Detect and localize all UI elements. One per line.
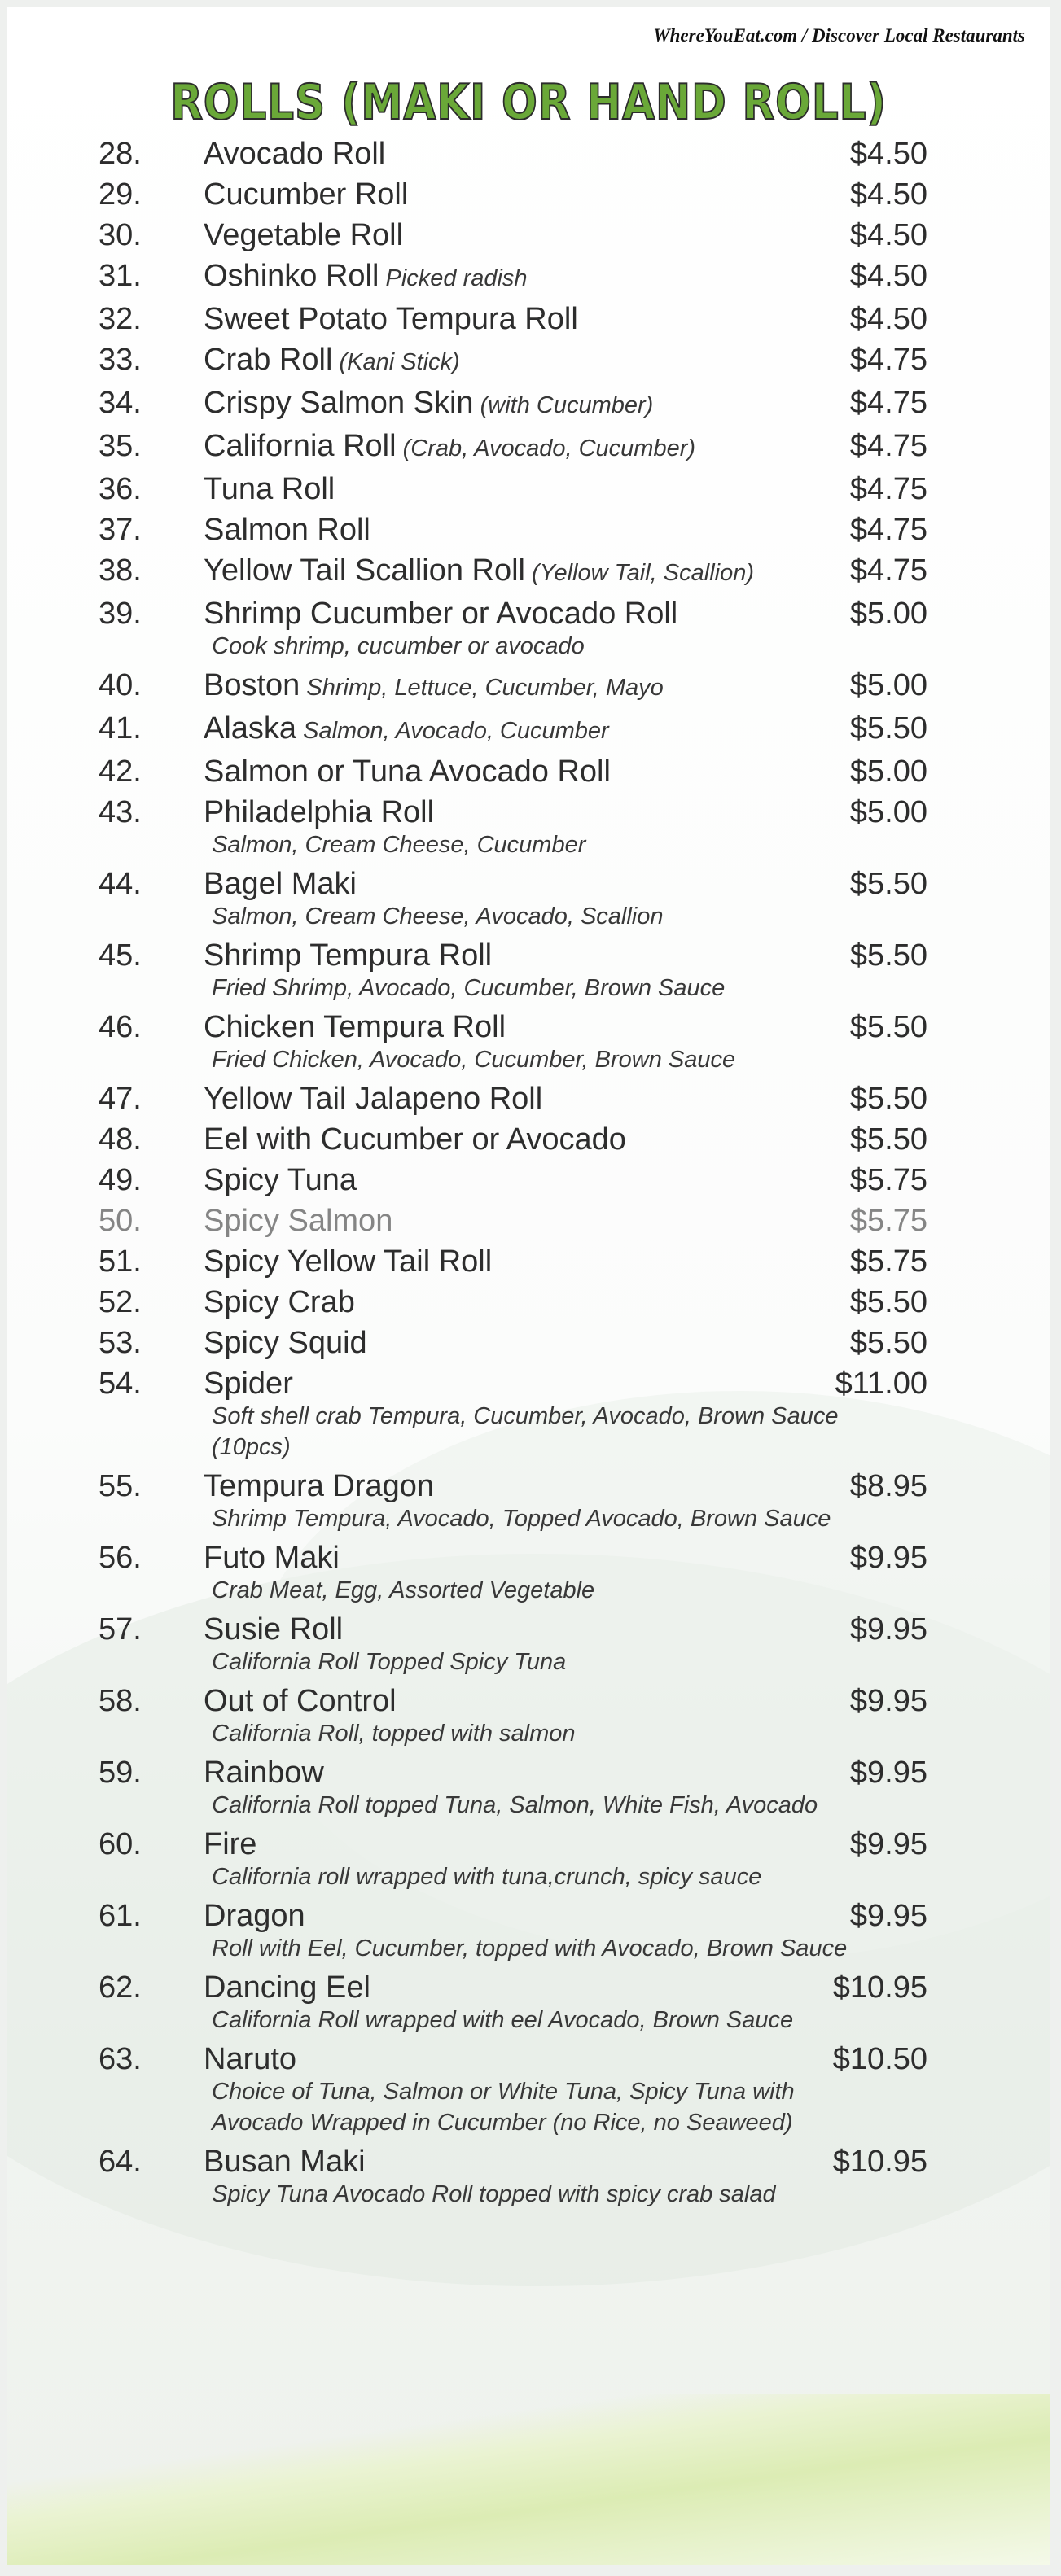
item-name-text: Cucumber Roll	[204, 177, 409, 212]
item-name-text: Shrimp Tempura Roll	[204, 938, 493, 973]
site-header: WhereYouEat.com / Discover Local Restaurants	[653, 25, 1025, 46]
item-name	[204, 219, 830, 252]
item-inline-note: Shrimp, Lettuce, Cucumber, Mayo	[300, 675, 664, 701]
item-name	[204, 1327, 830, 1360]
item-name	[204, 712, 830, 748]
item-number: 46.	[99, 1010, 142, 1044]
menu-item	[7, 1900, 1050, 1964]
item-number: 52.	[99, 1285, 142, 1319]
section-title: ROLLS (MAKI OR HAND ROLL)	[170, 74, 887, 131]
item-number: 43.	[99, 795, 142, 829]
item-price: $5.50	[849, 711, 927, 746]
item-name	[204, 1756, 830, 1790]
item-price: $11.00	[835, 1367, 927, 1401]
menu-item	[7, 1685, 1050, 1749]
item-price: $10.95	[832, 2145, 927, 2179]
item-name	[204, 1900, 830, 1933]
item-description: Fried Chicken, Avocado, Cucumber, Brown Sauce	[212, 1047, 736, 1073]
menu-item	[7, 868, 1050, 932]
menu-list	[7, 138, 1050, 2217]
item-name-text: Spider	[204, 1367, 293, 1401]
item-name-text: Crispy Salmon Skin	[204, 386, 474, 420]
menu-item	[7, 178, 1050, 212]
item-number: 50.	[99, 1204, 142, 1238]
item-price: $5.75	[849, 1163, 927, 1197]
item-price: $4.50	[849, 177, 927, 212]
menu-item	[7, 597, 1050, 662]
item-price: $5.50	[849, 1326, 927, 1360]
item-number: 45.	[99, 938, 142, 973]
item-price: $4.75	[849, 343, 927, 377]
item-name	[204, 1286, 830, 1319]
item-price: $10.50	[832, 2042, 927, 2076]
item-name	[204, 343, 830, 379]
item-name	[204, 1123, 830, 1157]
menu-item	[7, 1205, 1050, 1238]
menu-item	[7, 138, 1050, 171]
item-name-text: Naruto	[204, 2042, 297, 2076]
item-name	[204, 260, 830, 295]
item-name	[204, 514, 830, 547]
item-name	[204, 2145, 830, 2179]
item-inline-note: Salmon, Avocado, Cucumber	[296, 718, 609, 744]
item-name-text: Vegetable Roll	[204, 218, 404, 252]
item-price: $4.50	[849, 218, 927, 252]
item-name	[204, 868, 830, 901]
item-price: $5.75	[849, 1204, 927, 1238]
item-number: 55.	[99, 1469, 142, 1503]
menu-item	[7, 260, 1050, 295]
item-inline-note: Picked radish	[379, 265, 528, 291]
menu-item	[7, 1756, 1050, 1821]
menu-item	[7, 796, 1050, 860]
item-name-text: Out of Control	[204, 1684, 397, 1718]
item-name-text: Shrimp Cucumber or Avocado Roll	[204, 597, 678, 631]
item-number: 63.	[99, 2042, 142, 2076]
item-name	[204, 1245, 830, 1279]
item-number: 62.	[99, 1970, 142, 2005]
item-number: 42.	[99, 754, 142, 789]
item-description: Fried Shrimp, Avocado, Cucumber, Brown Sauce	[212, 975, 726, 1001]
menu-item	[7, 1286, 1050, 1319]
item-description: California roll wrapped with tuna,crunch, spicy sauce	[212, 1864, 762, 1890]
item-name-text: Spicy Salmon	[204, 1204, 393, 1238]
item-price: $9.95	[849, 1684, 927, 1718]
item-price: $4.75	[849, 386, 927, 420]
item-price: $5.50	[849, 1122, 927, 1157]
item-description: Salmon, Cream Cheese, Cucumber	[212, 832, 586, 858]
menu-item	[7, 755, 1050, 789]
item-number: 51.	[99, 1244, 142, 1279]
menu-item	[7, 1164, 1050, 1197]
item-name-text: Salmon or Tuna Avocado Roll	[204, 754, 611, 789]
item-price: $5.50	[849, 1010, 927, 1044]
item-number: 48.	[99, 1122, 142, 1157]
item-name	[204, 1470, 830, 1503]
menu-item	[7, 1245, 1050, 1279]
item-name-text: Oshinko Roll	[204, 259, 379, 293]
menu-item	[7, 387, 1050, 422]
item-name-text: Avocado Roll	[204, 137, 386, 171]
menu-item	[7, 1123, 1050, 1157]
item-number: 64.	[99, 2145, 142, 2179]
item-price: $4.50	[849, 302, 927, 336]
menu-item	[7, 430, 1050, 466]
menu-item	[7, 2145, 1050, 2210]
item-name-text: Chicken Tempura Roll	[204, 1010, 506, 1044]
menu-item	[7, 514, 1050, 547]
item-number: 47.	[99, 1082, 142, 1116]
item-name	[204, 1082, 830, 1116]
item-name-text: Philadelphia Roll	[204, 795, 435, 829]
item-name	[204, 430, 830, 466]
item-number: 31.	[99, 259, 142, 293]
item-number: 57.	[99, 1612, 142, 1647]
item-number: 28.	[99, 137, 142, 171]
item-number: 38.	[99, 553, 142, 588]
item-name-text: Dragon	[204, 1899, 305, 1933]
menu-item	[7, 303, 1050, 336]
item-name	[204, 1164, 830, 1197]
item-number: 54.	[99, 1367, 142, 1401]
item-name	[204, 597, 830, 631]
menu-item	[7, 2043, 1050, 2138]
item-price: $5.00	[849, 597, 927, 631]
item-name-text: Tempura Dragon	[204, 1469, 435, 1503]
item-name-text: Busan Maki	[204, 2145, 366, 2179]
item-name	[204, 473, 830, 506]
item-name-text: Fire	[204, 1827, 257, 1861]
item-price: $4.50	[849, 259, 927, 293]
item-name	[204, 1685, 830, 1718]
item-name-text: Spicy Tuna	[204, 1163, 357, 1197]
item-description: Crab Meat, Egg, Assorted Vegetable	[212, 1577, 595, 1603]
menu-item	[7, 1828, 1050, 1892]
item-number: 60.	[99, 1827, 142, 1861]
menu-item	[7, 1327, 1050, 1360]
item-number: 58.	[99, 1684, 142, 1718]
item-name	[204, 303, 830, 336]
item-name-text: Spicy Crab	[204, 1285, 355, 1319]
item-description: California Roll, topped with salmon	[212, 1721, 576, 1747]
item-price: $5.75	[849, 1244, 927, 1279]
item-number: 32.	[99, 302, 142, 336]
menu-item	[7, 1542, 1050, 1606]
item-name	[204, 796, 830, 829]
item-number: 30.	[99, 218, 142, 252]
item-price: $8.95	[849, 1469, 927, 1503]
item-number: 59.	[99, 1756, 142, 1790]
item-number: 41.	[99, 711, 142, 746]
item-number: 61.	[99, 1899, 142, 1933]
item-name	[204, 1971, 830, 2005]
item-name-text: Eel with Cucumber or Avocado	[204, 1122, 626, 1157]
item-number: 35.	[99, 429, 142, 463]
item-price: $5.00	[849, 795, 927, 829]
item-price: $9.95	[849, 1827, 927, 1861]
item-price: $4.75	[849, 553, 927, 588]
menu-item	[7, 1082, 1050, 1116]
item-name-text: Boston	[204, 668, 300, 702]
menu-item	[7, 473, 1050, 506]
item-number: 53.	[99, 1326, 142, 1360]
item-price: $9.95	[849, 1541, 927, 1575]
item-name-text: Susie Roll	[204, 1612, 344, 1647]
item-name-text: Tuna Roll	[204, 472, 335, 506]
menu-item	[7, 1470, 1050, 1534]
item-price: $4.50	[849, 137, 927, 171]
item-description: Roll with Eel, Cucumber, topped with Avocado, Brown Sauce	[212, 1935, 848, 1962]
item-price: $9.95	[849, 1899, 927, 1933]
item-name-text: Futo Maki	[204, 1541, 340, 1575]
item-description: Soft shell crab Tempura, Cucumber, Avocado, Brown Sauce (10pcs)	[212, 1403, 839, 1460]
item-name	[204, 1011, 830, 1044]
item-name	[204, 669, 830, 705]
item-number: 40.	[99, 668, 142, 702]
item-number: 36.	[99, 472, 142, 506]
item-name	[204, 1613, 830, 1647]
menu-item	[7, 1011, 1050, 1075]
item-name	[204, 1367, 830, 1401]
item-description: California Roll topped Tuna, Salmon, White Fish, Avocado	[212, 1792, 818, 1818]
item-price: $5.50	[849, 867, 927, 901]
item-inline-note: (Crab, Avocado, Cucumber)	[396, 435, 696, 461]
item-name	[204, 554, 830, 590]
item-name-text: Sweet Potato Tempura Roll	[204, 302, 578, 336]
item-name	[204, 1205, 830, 1238]
menu-item	[7, 554, 1050, 590]
menu-item	[7, 219, 1050, 252]
item-name-text: Alaska	[204, 711, 297, 746]
item-number: 39.	[99, 597, 142, 631]
item-price: $5.50	[849, 938, 927, 973]
item-number: 34.	[99, 386, 142, 420]
item-description: Spicy Tuna Avocado Roll topped with spicy crab salad	[212, 2181, 776, 2207]
item-price: $5.50	[849, 1082, 927, 1116]
item-price: $4.75	[849, 429, 927, 463]
menu-item	[7, 669, 1050, 705]
item-name	[204, 2043, 830, 2076]
item-name-text: Dancing Eel	[204, 1970, 370, 2005]
item-name	[204, 1828, 830, 1861]
menu-item	[7, 939, 1050, 1004]
item-price: $5.00	[849, 668, 927, 702]
item-number: 37.	[99, 513, 142, 547]
menu-item	[7, 1367, 1050, 1463]
item-name-text: Salmon Roll	[204, 513, 370, 547]
item-name-text: Crab Roll	[204, 343, 333, 377]
item-name-text: Spicy Squid	[204, 1326, 367, 1360]
item-name-text: Yellow Tail Scallion Roll	[204, 553, 525, 588]
item-name	[204, 1542, 830, 1575]
item-description: Cook shrimp, cucumber or avocado	[212, 633, 585, 659]
item-description: California Roll wrapped with eel Avocado, Brown Sauce	[212, 2007, 794, 2033]
item-price: $10.95	[832, 1970, 927, 2005]
item-name-text: Rainbow	[204, 1756, 324, 1790]
item-name-text: Yellow Tail Jalapeno Roll	[204, 1082, 543, 1116]
item-price: $4.75	[849, 472, 927, 506]
background-green-band	[7, 2394, 1050, 2565]
item-number: 44.	[99, 867, 142, 901]
item-description: Shrimp Tempura, Avocado, Topped Avocado, Brown Sauce	[212, 1506, 831, 1532]
item-description: California Roll Topped Spicy Tuna	[212, 1649, 567, 1675]
item-price: $9.95	[849, 1756, 927, 1790]
item-description: Choice of Tuna, Salmon or White Tuna, Spicy Tuna with Avocado Wrapped in Cucumber (no Rice, no Seaweed)	[212, 2079, 795, 2136]
item-name	[204, 939, 830, 973]
item-name-text: Bagel Maki	[204, 867, 357, 901]
item-number: 49.	[99, 1163, 142, 1197]
menu-page	[7, 7, 1050, 2565]
item-price: $9.95	[849, 1612, 927, 1647]
item-name	[204, 178, 830, 212]
menu-item	[7, 1971, 1050, 2036]
item-price: $5.00	[849, 754, 927, 789]
item-name	[204, 387, 830, 422]
item-description: Salmon, Cream Cheese, Avocado, Scallion	[212, 903, 664, 929]
item-inline-note: (Yellow Tail, Scallion)	[525, 560, 754, 586]
item-price: $5.50	[849, 1285, 927, 1319]
item-name	[204, 755, 830, 789]
item-inline-note: (with Cucumber)	[473, 392, 654, 418]
menu-item	[7, 712, 1050, 748]
menu-item	[7, 343, 1050, 379]
item-number: 29.	[99, 177, 142, 212]
item-price: $4.75	[849, 513, 927, 547]
menu-item	[7, 1613, 1050, 1677]
item-name-text: Spicy Yellow Tail Roll	[204, 1244, 493, 1279]
item-name-text: California Roll	[204, 429, 397, 463]
item-inline-note: (Kani Stick)	[332, 349, 460, 375]
item-number: 56.	[99, 1541, 142, 1575]
item-number: 33.	[99, 343, 142, 377]
item-name	[204, 138, 830, 171]
